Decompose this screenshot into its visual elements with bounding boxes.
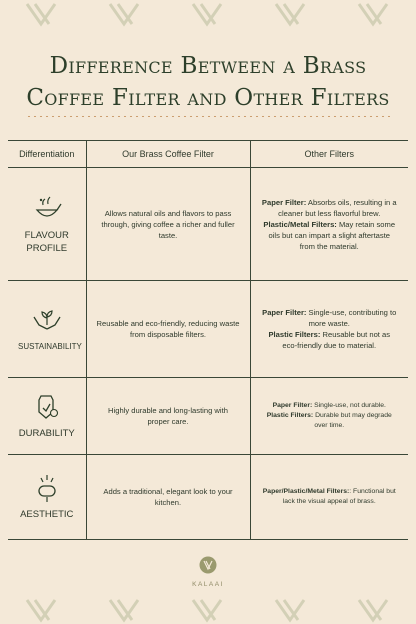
- other-text: : Functional but lack the visual appeal of brass.: [282, 488, 396, 505]
- other-cell: [250, 378, 408, 455]
- other-key: Plastic Filters:: [266, 412, 314, 419]
- table-row: [8, 455, 408, 540]
- decorative-pattern-bottom: [0, 596, 416, 624]
- header-differentiation: Differentiation: [8, 141, 86, 168]
- row-label-cell: [8, 168, 86, 281]
- logo-text: KALAAI: [192, 581, 224, 588]
- other-key: Paper Filter:: [261, 197, 307, 207]
- other-key: Paper Filter:: [262, 308, 307, 317]
- other-cell: [250, 455, 408, 540]
- brass-cell: Adds a traditional, elegant look to your kitchen.: [86, 455, 250, 540]
- brass-cell: Highly durable and long-lasting with proper care.: [86, 378, 250, 455]
- row-label-aesthetic: AESTHETIC: [20, 509, 74, 520]
- hands-plant-icon: [31, 305, 63, 335]
- row-label-cell: [8, 378, 86, 455]
- other-cell: [250, 168, 408, 281]
- other-key: Plastic Filters:: [268, 330, 321, 339]
- other-text: Single-use, contributing to more waste.: [306, 308, 397, 328]
- brass-cell: Allows natural oils and flavors to pass through, giving coffee a richer and fuller taste.: [86, 168, 250, 281]
- header-other-filters: Other Filters: [250, 141, 408, 168]
- table-header-row: [8, 141, 408, 168]
- table-row: [8, 168, 408, 281]
- other-cell: [250, 281, 408, 378]
- brand-logo: [0, 556, 416, 588]
- comparison-table: [8, 140, 408, 540]
- row-label-cell: [8, 281, 86, 378]
- sparkle-icon: [31, 473, 63, 503]
- other-text: Absorbs oils, resulting in a cleaner but less flavorful brew.: [278, 197, 397, 218]
- brass-cell: Reusable and eco-friendly, reducing waste from disposable filters.: [86, 281, 250, 378]
- row-label-cell: [8, 455, 86, 540]
- table-row: [8, 281, 408, 378]
- row-label-flavour: FLAVOUR PROFILE: [24, 229, 69, 254]
- page-title: [0, 50, 416, 114]
- shield-icon: [31, 392, 63, 422]
- other-key: Paper Filter:: [272, 402, 313, 409]
- title-line-2: Coffee Filter and Other Filters: [26, 85, 390, 111]
- other-text: Reusable but not as eco-friendly due to material.: [282, 330, 391, 350]
- table-row: [8, 378, 408, 455]
- other-text: May retain some oils but can impart a slight aftertaste from the material.: [268, 219, 396, 251]
- coffee-pour-icon: [31, 194, 63, 224]
- other-key: Paper/Plastic/Metal Filters:: [262, 488, 350, 495]
- row-label-sustainability: SUSTAINABILITY: [18, 342, 82, 351]
- logo-icon: [199, 556, 217, 574]
- decorative-pattern-top: [0, 0, 416, 28]
- header-brass-filter: Our Brass Coffee Filter: [86, 141, 250, 168]
- row-label-durability: DURABILITY: [18, 428, 75, 439]
- dotted-divider: [26, 115, 390, 117]
- other-key: Plastic/Metal Filters:: [263, 219, 337, 229]
- other-text: Durable but may degrade over time.: [313, 412, 392, 429]
- title-line-1: Difference Between a Brass: [49, 53, 367, 79]
- other-text: Single-use, not durable.: [312, 402, 386, 409]
